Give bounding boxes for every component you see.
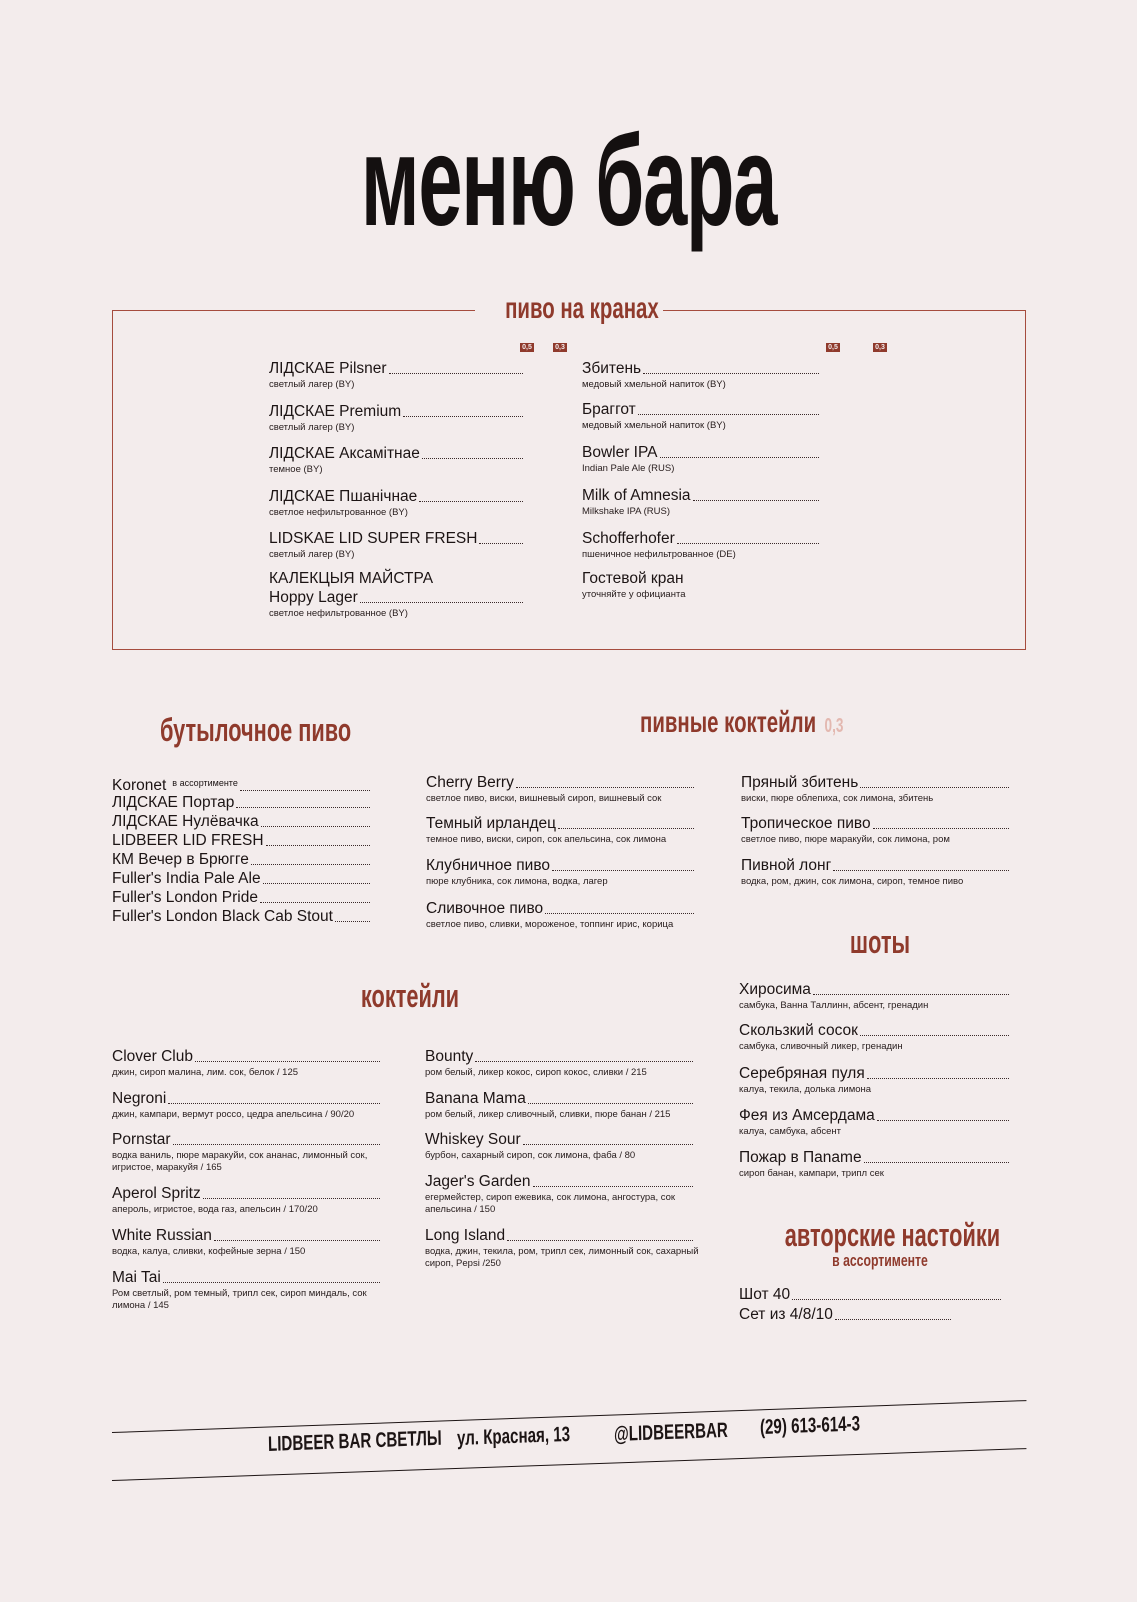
page-title: меню бара bbox=[360, 110, 777, 253]
beer-cocktail-item bbox=[426, 856, 694, 888]
item-name: ЛІДСКАЕ Нулёвачка bbox=[112, 813, 259, 830]
item-name: Bounty bbox=[425, 1048, 474, 1065]
beer-cocktail-item bbox=[426, 773, 694, 805]
item-desc: Ром светлый, ром темный, трипл сек, сироп миндаль, сок лимона / 145 bbox=[112, 1288, 367, 1311]
item-desc: медовый хмельной напиток (BY) bbox=[582, 379, 726, 390]
item-name: Пряный збитень bbox=[741, 774, 859, 791]
item-name: Fuller's India Pale Ale bbox=[112, 870, 261, 887]
item-name: КМ Вечер в Брюгге bbox=[112, 851, 249, 868]
cocktail-item bbox=[425, 1089, 693, 1121]
cocktail-item bbox=[112, 1268, 380, 1312]
item-desc: пшеничное нефильтрованное (DE) bbox=[582, 549, 736, 560]
footer-instagram[interactable]: @LIDBEERBAR bbox=[613, 1418, 729, 1446]
shot-item bbox=[739, 1064, 1009, 1096]
item-name: Сливочное пиво bbox=[426, 900, 544, 917]
size-badge-05: 0,5 bbox=[826, 343, 840, 352]
item-name: ЛІДСКАЕ Pilsner bbox=[269, 360, 387, 377]
item-desc: сироп банан, кампари, трипл сек bbox=[739, 1168, 884, 1179]
tap-beer-item bbox=[582, 569, 819, 601]
item-desc: темное (BY) bbox=[269, 464, 323, 475]
bottled-item bbox=[112, 888, 370, 907]
bottled-item bbox=[112, 793, 370, 812]
item-desc: светлое пиво, сливки, мороженое, топпинг ирис, корица bbox=[426, 919, 674, 930]
item-desc: светлое пиво, виски, вишневый сироп, вишневый сок bbox=[426, 793, 662, 804]
shots-heading: шоты bbox=[849, 924, 911, 960]
tap-beer-item bbox=[582, 443, 819, 475]
item-desc: апероль, игристое, вода газ, апельсин / 170/20 bbox=[112, 1204, 318, 1215]
bottled-item bbox=[112, 831, 370, 850]
beer-cocktail-item bbox=[741, 814, 1009, 846]
beer-cocktail-item bbox=[741, 773, 1009, 805]
item-name: Скользкий сосок bbox=[739, 1022, 858, 1039]
item-name: Тропическое пиво bbox=[741, 815, 871, 832]
bottled-item bbox=[112, 907, 370, 926]
cocktail-item bbox=[425, 1130, 693, 1162]
item-desc: уточняйте у официанта bbox=[582, 589, 686, 600]
tinctures-subheading: в ассортименте bbox=[832, 1251, 928, 1270]
item-name: Clover Club bbox=[112, 1048, 193, 1065]
item-name: КАЛЕКЦЫЯ МАЙСТРА bbox=[269, 570, 434, 587]
cocktail-item bbox=[425, 1226, 699, 1270]
item-name: Збитень bbox=[582, 360, 642, 377]
item-name: Хиросима bbox=[739, 981, 811, 998]
item-name: Aperol Spritz bbox=[112, 1185, 201, 1202]
item-desc: джин, сироп малина, лим. сок, белок / 125 bbox=[112, 1067, 299, 1078]
item-desc: ром белый, ликер сливочный, сливки, пюре банан / 215 bbox=[425, 1109, 671, 1120]
tap-beer-item bbox=[582, 400, 819, 432]
tap-beer-item bbox=[582, 529, 819, 561]
item-name: ЛІДСКАЕ Аксамітнае bbox=[269, 445, 420, 462]
item-desc: медовый хмельной напиток (BY) bbox=[582, 420, 726, 431]
cocktail-item bbox=[425, 1047, 693, 1079]
footer-bar-name: LIDBEER BAR СВЕТЛЫ bbox=[267, 1426, 442, 1456]
item-name: Серебряная пуля bbox=[739, 1065, 865, 1082]
item-name: Pornstar bbox=[112, 1131, 171, 1148]
cocktails-heading: коктейли bbox=[360, 978, 460, 1014]
item-name: Hoppy Lager bbox=[269, 589, 358, 606]
footer-phone[interactable]: (29) 613-614-3 bbox=[759, 1412, 861, 1439]
item-name: Bowler IPA bbox=[582, 444, 658, 461]
footer-address: ул. Красная, 13 bbox=[456, 1422, 571, 1450]
item-desc: егермейстер, сироп ежевика, сок лимона, ангостура, сок апельсина / 150 bbox=[425, 1192, 676, 1215]
item-name: Сет из 4/8/10 bbox=[739, 1306, 833, 1323]
item-desc: светлое пиво, пюре маракуйи, сок лимона, ром bbox=[741, 834, 950, 845]
tap-beer-item bbox=[269, 487, 523, 519]
shot-item bbox=[739, 1106, 1009, 1138]
cocktail-item bbox=[112, 1089, 380, 1121]
item-name: Fuller's London Pride bbox=[112, 889, 258, 906]
beer-cocktail-item bbox=[426, 899, 694, 931]
shot-item bbox=[739, 1021, 1009, 1053]
item-name: White Russian bbox=[112, 1227, 212, 1244]
shot-item bbox=[739, 1148, 1009, 1180]
tap-beer-item bbox=[269, 444, 523, 476]
bottled-heading: бутылочное пиво bbox=[160, 712, 352, 748]
tap-beer-heading: пиво на кранах bbox=[505, 292, 659, 325]
bottled-item bbox=[112, 869, 370, 888]
cocktail-item bbox=[112, 1047, 380, 1079]
beer-cocktails-heading-text: пивные коктейли bbox=[640, 706, 817, 739]
item-desc: виски, пюре облепиха, сок лимона, збитень bbox=[741, 793, 934, 804]
item-desc: водка ваниль, пюре маракуйи, сок ананас, лимонный сок, игристое, маракуйя / 165 bbox=[112, 1150, 368, 1173]
item-name: Пивной лонг bbox=[741, 857, 832, 874]
item-desc: пюре клубника, сок лимона, водка, лагер bbox=[426, 876, 608, 887]
item-name: Milk of Amnesia bbox=[582, 487, 691, 504]
bottled-item bbox=[112, 850, 370, 869]
shot-item bbox=[739, 980, 1009, 1012]
item-desc: ром белый, ликер кокос, сироп кокос, сливки / 215 bbox=[425, 1067, 647, 1078]
item-name: Cherry Berry bbox=[426, 774, 514, 791]
item-desc: светлый лагер (BY) bbox=[269, 549, 355, 560]
tap-beer-item bbox=[582, 359, 819, 391]
item-name: Фея из Амсердама bbox=[739, 1107, 875, 1124]
item-name: ЛІДСКАЕ Портар bbox=[112, 794, 235, 811]
item-desc: водка, ром, джин, сок лимона, сироп, темное пиво bbox=[741, 876, 964, 887]
tincture-item bbox=[739, 1285, 1001, 1304]
item-name: Fuller's London Black Cab Stout bbox=[112, 908, 333, 925]
item-desc: водка, калуа, сливки, кофейные зерна / 150 bbox=[112, 1246, 306, 1257]
tap-beer-item bbox=[269, 359, 523, 391]
item-name: Пожар в Паname bbox=[739, 1149, 862, 1166]
tap-beer-item bbox=[269, 569, 523, 620]
item-desc: бурбон, сахарный сироп, сок лимона, фаба / 80 bbox=[425, 1150, 636, 1161]
size-badge-05: 0,5 bbox=[520, 343, 534, 352]
item-desc: водка, джин, текила, ром, трипл сек, лимонный сок, сахарный сироп, Pepsi /250 bbox=[425, 1246, 699, 1269]
tap-beer-frame bbox=[112, 310, 1026, 650]
item-desc: джин, кампари, вермут россо, цедра апельсина / 90/20 bbox=[112, 1109, 355, 1120]
item-desc: Milkshake IPA (RUS) bbox=[582, 506, 670, 517]
item-note: в ассортименте bbox=[172, 778, 238, 788]
item-name: Banana Mama bbox=[425, 1090, 526, 1107]
item-desc: калуа, текила, долька лимона bbox=[739, 1084, 872, 1095]
beer-cocktails-size: 0,3 bbox=[824, 715, 844, 737]
item-name: LIDSKAE LID SUPER FRESH bbox=[269, 530, 478, 547]
cocktail-item bbox=[112, 1130, 380, 1174]
beer-cocktail-item bbox=[426, 814, 694, 846]
item-name: LIDBEER LID FRESH bbox=[112, 832, 264, 849]
tap-beer-item bbox=[582, 486, 819, 518]
bottled-item bbox=[112, 812, 370, 831]
item-name: ЛІДСКАЕ Пшанічнае bbox=[269, 488, 418, 505]
item-name: Браггот bbox=[582, 401, 636, 418]
beer-cocktails-heading bbox=[640, 706, 844, 740]
size-badge-03: 0,3 bbox=[553, 343, 567, 352]
tincture-item bbox=[739, 1305, 951, 1324]
item-name: Whiskey Sour bbox=[425, 1131, 521, 1148]
beer-cocktail-item bbox=[741, 856, 1009, 888]
item-name: Schofferhofer bbox=[582, 530, 675, 547]
item-desc: самбука, Ванна Таллинн, абсент, гренадин bbox=[739, 1000, 929, 1011]
item-name: Jager's Garden bbox=[425, 1173, 531, 1190]
item-name: Koronet bbox=[112, 777, 167, 794]
item-desc: светлое нефильтрованное (BY) bbox=[269, 507, 408, 518]
item-name: ЛІДСКАЕ Premium bbox=[269, 403, 402, 420]
size-badge-03: 0,3 bbox=[873, 343, 887, 352]
item-desc: светлое нефильтрованное (BY) bbox=[269, 608, 408, 619]
item-name: Шот 40 bbox=[739, 1286, 791, 1303]
item-name: Клубничное пиво bbox=[426, 857, 551, 874]
tinctures-heading: авторские настойки bbox=[784, 1217, 1001, 1253]
item-desc: светлый лагер (BY) bbox=[269, 422, 355, 433]
item-desc: темное пиво, виски, сироп, сок апельсина, сок лимона bbox=[426, 834, 667, 845]
cocktail-item bbox=[112, 1184, 380, 1216]
item-desc: самбука, сливочный ликер, гренадин bbox=[739, 1041, 903, 1052]
cocktail-item bbox=[425, 1172, 693, 1216]
tap-beer-item bbox=[269, 402, 523, 434]
item-name: Negroni bbox=[112, 1090, 167, 1107]
item-desc: Indian Pale Ale (RUS) bbox=[582, 463, 675, 474]
item-name: Long Island bbox=[425, 1227, 506, 1244]
item-name: Mai Tai bbox=[112, 1269, 161, 1286]
footer-divider-bottom bbox=[112, 1448, 1026, 1481]
item-desc: светлый лагер (BY) bbox=[269, 379, 355, 390]
bottled-item bbox=[112, 774, 370, 795]
item-name: Гостевой кран bbox=[582, 570, 684, 587]
item-desc: калуа, самбука, абсент bbox=[739, 1126, 842, 1137]
item-name: Темный ирландец bbox=[426, 815, 557, 832]
tap-beer-item bbox=[269, 529, 523, 561]
cocktail-item bbox=[112, 1226, 380, 1258]
